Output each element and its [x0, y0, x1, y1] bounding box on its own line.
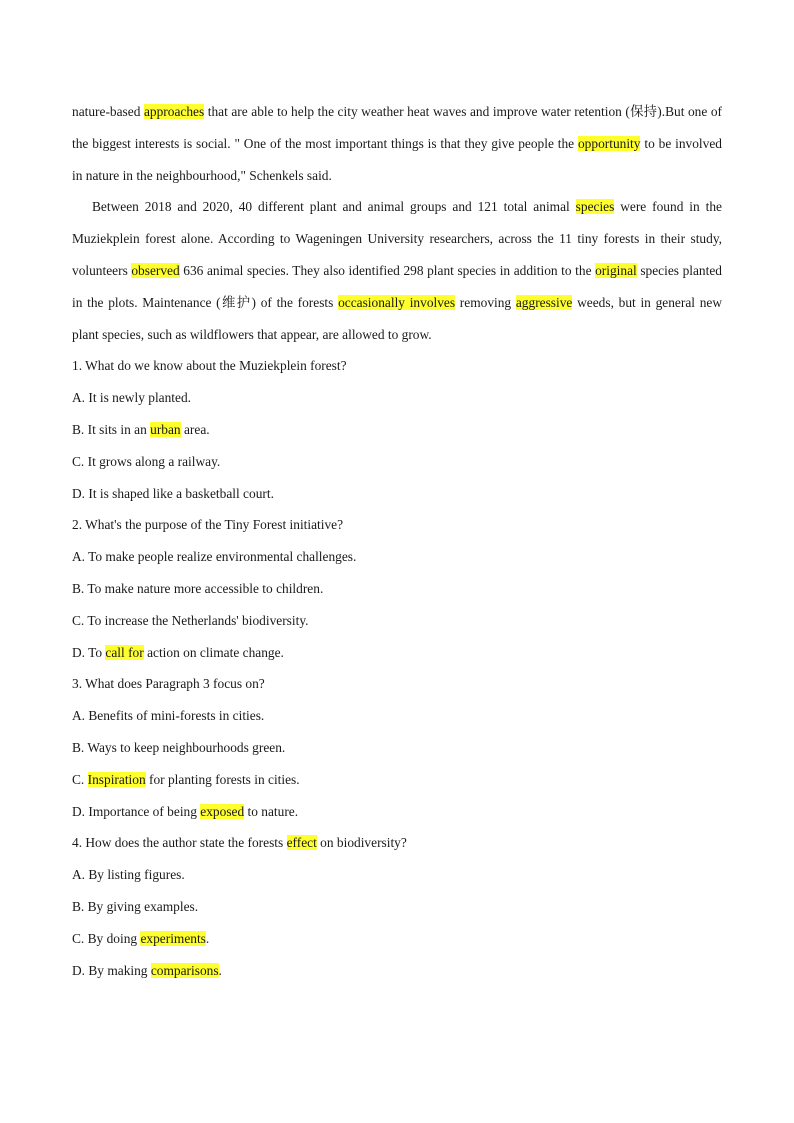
text-run: D. By making: [72, 962, 151, 978]
highlighted-word-opportunity: opportunity: [577, 135, 641, 151]
text-run: .: [218, 962, 222, 978]
text-run: for planting forests in cities.: [145, 771, 300, 787]
highlighted-phrase-call-for: call for: [105, 644, 144, 660]
question-4-option-d: [72, 955, 722, 987]
question-1-option-b: [72, 414, 722, 446]
question-4-option-b: B. By giving examples.: [72, 898, 199, 914]
highlighted-word-inspiration: Inspiration: [87, 771, 146, 787]
question-3-option-a: A. Benefits of mini-forests in cities.: [72, 708, 265, 724]
question-4-stem: [72, 827, 722, 859]
highlighted-word-observed: observed: [131, 262, 180, 278]
text-run: .: [205, 930, 210, 946]
highlighted-word-exposed: exposed: [200, 803, 245, 819]
question-1-option-a: A. It is newly planted.: [72, 390, 192, 406]
question-4-option-a: A. By listing figures.: [72, 867, 185, 883]
text-run: C. By doing: [72, 930, 141, 946]
highlighted-word-effect: effect: [286, 835, 317, 851]
text-run: to be involved in nature in the neighbourhood," Schenkels said.: [72, 135, 722, 183]
question-2-option-a: A. To make people realize environmental challenges.: [72, 549, 357, 565]
text-run: action on climate change.: [143, 644, 284, 660]
question-3-option-c: [72, 764, 722, 796]
question-2-option-c: C. To increase the Netherlands' biodiversity.: [72, 612, 309, 628]
question-1-stem: 1. What do we know about the Muziekplein forest?: [72, 358, 347, 374]
text-run: Between 2018 and 2020, 40 different plant and animal groups and 121 total animal: [92, 199, 576, 215]
text-run: D. To: [72, 644, 106, 660]
question-1-option-d: D. It is shaped like a basketball court.: [72, 485, 274, 501]
passage-paragraph-1: [72, 96, 722, 191]
highlighted-word-comparisons: comparisons: [150, 962, 219, 978]
question-2-option-b: B. To make nature more accessible to children.: [72, 580, 324, 596]
text-run: to nature.: [244, 803, 299, 819]
question-3-option-d: [72, 796, 722, 828]
document-page: [72, 96, 722, 986]
text-run: area.: [180, 421, 210, 437]
text-run: species planted in the plots. Maintenance (维护) of the forests: [72, 262, 722, 310]
question-4-option-c: [72, 923, 722, 955]
text-run: B. It sits in an: [72, 421, 151, 437]
text-run: D. Importance of being: [72, 803, 201, 819]
text-run: 4. How does the author state the forests: [72, 835, 287, 851]
highlighted-word-experiments: experiments: [140, 930, 206, 946]
question-3-stem: 3. What does Paragraph 3 focus on?: [72, 676, 265, 692]
text-run: nature-based: [72, 104, 144, 119]
text-run: on biodiversity?: [316, 835, 407, 851]
question-2-option-d: [72, 637, 722, 669]
highlighted-word-aggressive: aggressive: [515, 294, 573, 310]
question-2-stem: 2. What's the purpose of the Tiny Forest initiative?: [72, 517, 344, 533]
text-run: were found in the Muziekplein forest alone. According to Wageningen University researchers, across the 11 tiny forests in their study, volunteers: [72, 199, 722, 278]
text-run: that are able to help the city weather heat waves and improve water retention (保持).But one of the biggest interests is social. " One of the most important things is that they give people the: [72, 104, 722, 151]
highlighted-word-species: species: [575, 199, 615, 215]
question-1-option-c: C. It grows along a railway.: [72, 453, 221, 469]
text-run: removing: [455, 294, 516, 310]
question-3-option-b: B. Ways to keep neighbourhoods green.: [72, 739, 286, 755]
text-run: weeds, but in general new plant species, such as wildflowers that appear, are allowed to grow.: [72, 294, 723, 342]
text-run: C.: [72, 771, 88, 787]
passage-paragraph-2: [72, 191, 722, 350]
highlighted-phrase-occasionally-involves: occasionally involves: [338, 294, 456, 310]
highlighted-word-original: original: [595, 262, 637, 278]
text-run: 636 animal species. They also identified 298 plant species in addition to the: [179, 262, 596, 278]
highlighted-word-urban: urban: [150, 421, 181, 437]
highlighted-word-approaches: approaches: [143, 104, 205, 119]
